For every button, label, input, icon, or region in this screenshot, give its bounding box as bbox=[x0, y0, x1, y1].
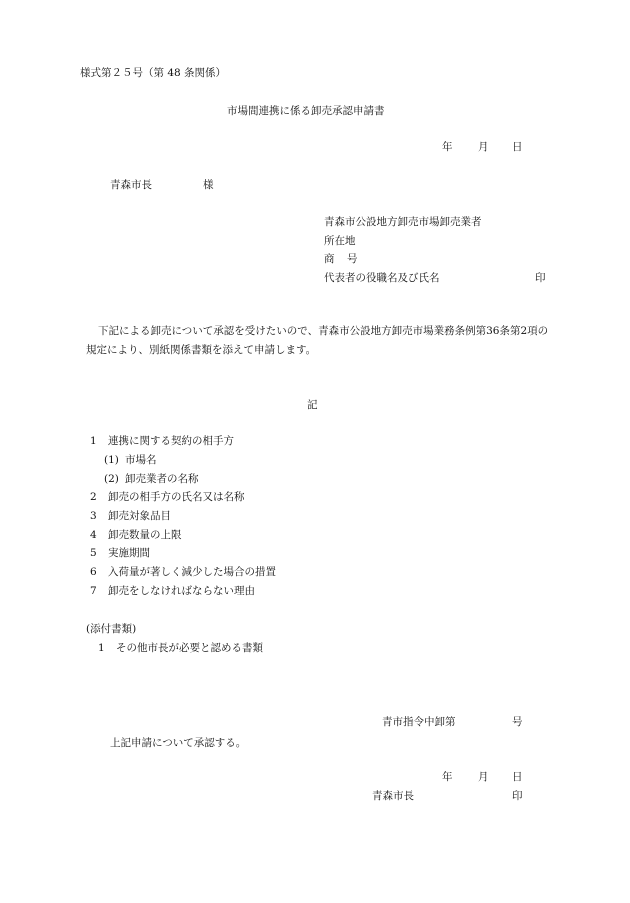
approval-text: 上記申請について承認する。 bbox=[110, 737, 247, 749]
item-6-text: 入荷量が著しく減少した場合の措置 bbox=[108, 566, 276, 578]
item-1-1-text: 市場名 bbox=[125, 454, 157, 466]
applicant-trade-name-char1: 商 bbox=[324, 253, 335, 265]
approval-date-year: 年 bbox=[442, 771, 453, 783]
item-5-text: 実施期間 bbox=[108, 547, 150, 559]
approval-signer: 青森市長 bbox=[372, 790, 414, 802]
attachment-1-number: 1 bbox=[98, 642, 105, 654]
item-2-number: 2 bbox=[90, 491, 97, 503]
approval-ref-prefix: 青市指令中卸第 bbox=[382, 716, 456, 728]
addressee-name: 青森市長 bbox=[110, 179, 152, 191]
date-year: 年 bbox=[442, 141, 453, 153]
approval-seal: 印 bbox=[512, 790, 523, 802]
item-6-number: 6 bbox=[90, 566, 97, 578]
date-day: 日 bbox=[512, 141, 523, 153]
date-month: 月 bbox=[478, 141, 489, 153]
body-paragraph: 下記による卸売について承認を受けたいので、青森市公設地方卸売市場業務条例第36条第2項の規定により、別紙関係書類を添えて申請します。 bbox=[86, 325, 549, 356]
approval-ref-suffix: 号 bbox=[512, 716, 523, 728]
form-number: 様式第２５号（第 48 条関係） bbox=[80, 67, 227, 79]
item-7-text: 卸売をしなければならない理由 bbox=[108, 585, 255, 597]
ki-heading: 記 bbox=[307, 399, 318, 411]
document-title: 市場間連携に係る卸売承認申請書 bbox=[227, 105, 385, 117]
applicant-org: 青森市公設地方卸売市場卸売業者 bbox=[324, 216, 482, 228]
item-2-text: 卸売の相手方の氏名又は名称 bbox=[108, 491, 245, 503]
applicant-address-label: 所在地 bbox=[324, 235, 356, 247]
attachment-1-text: その他市長が必要と認める書類 bbox=[116, 642, 263, 654]
applicant-trade-name-char2: 号 bbox=[347, 253, 358, 265]
item-4-text: 卸売数量の上限 bbox=[108, 529, 182, 541]
item-1-2-text: 卸売業者の名称 bbox=[125, 473, 199, 485]
item-3-number: 3 bbox=[90, 510, 97, 522]
item-4-number: 4 bbox=[90, 529, 97, 541]
approval-date-month: 月 bbox=[478, 771, 489, 783]
approval-date-day: 日 bbox=[512, 771, 523, 783]
applicant-representative-label: 代表者の役職名及び氏名 bbox=[324, 272, 440, 284]
applicant-seal: 印 bbox=[535, 272, 546, 284]
addressee-honorific: 様 bbox=[203, 179, 214, 191]
item-1-number: 1 bbox=[90, 435, 97, 447]
item-1-1-number: (1) bbox=[104, 454, 119, 466]
attachments-heading: (添付書類) bbox=[86, 623, 137, 635]
item-1-text: 連携に関する契約の相手方 bbox=[108, 435, 234, 447]
item-1-2-number: (2) bbox=[104, 473, 119, 485]
item-3-text: 卸売対象品目 bbox=[108, 510, 171, 522]
item-5-number: 5 bbox=[90, 547, 97, 559]
item-7-number: 7 bbox=[90, 585, 97, 597]
